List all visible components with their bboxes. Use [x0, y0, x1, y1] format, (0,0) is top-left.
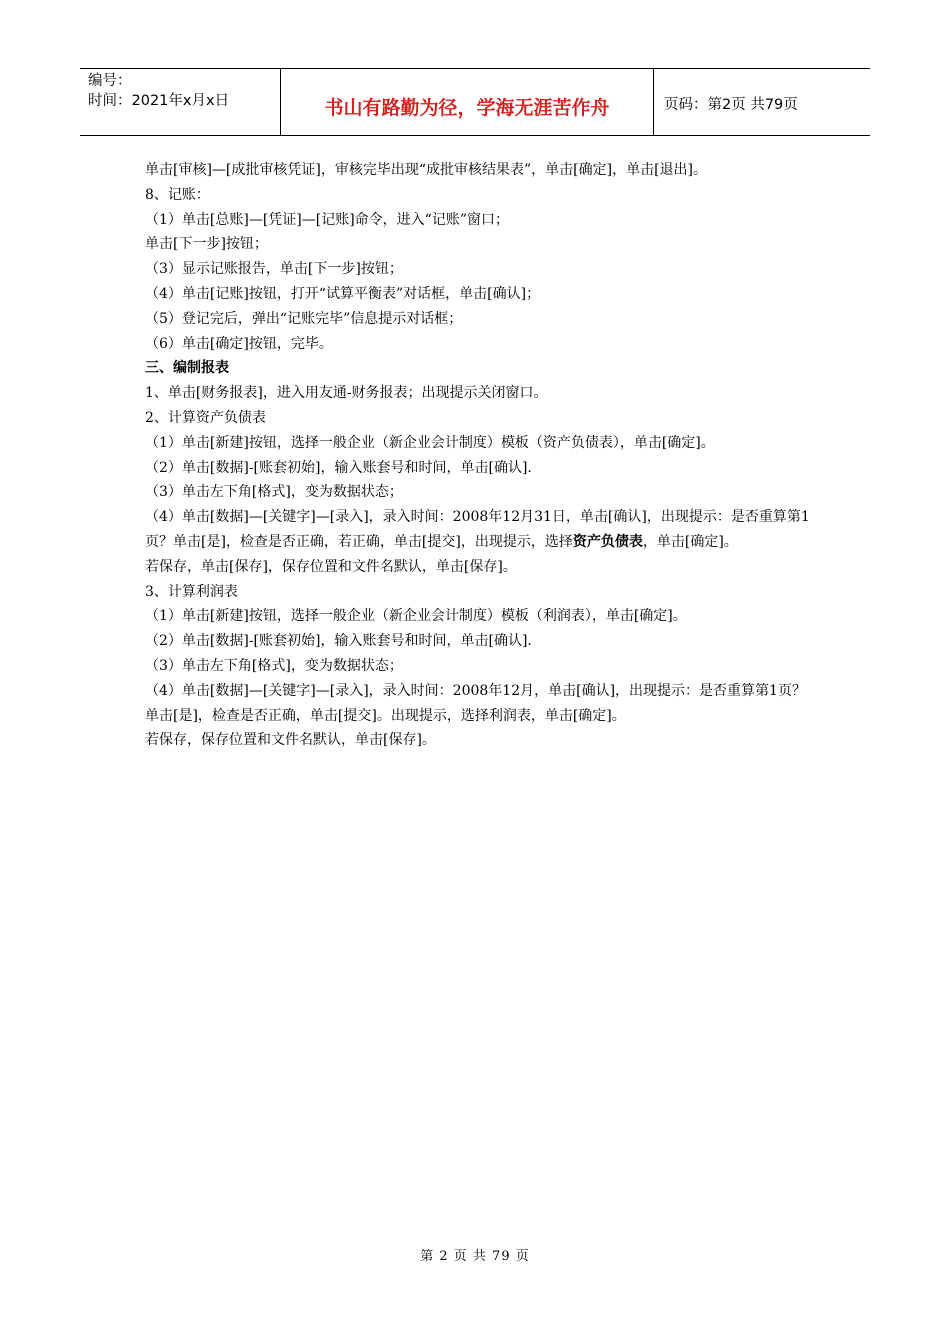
text-line: 3、计算利润表 [145, 583, 238, 600]
text-line: （3）单击左下角[格式]，变为数据状态； [145, 484, 403, 501]
text-line: （4）单击[记账]按钮，打开“试算平衡表”对话框，单击[确认]； [145, 285, 541, 302]
header-motto: 书山有路勤为径，学海无涯苦作舟 [281, 69, 654, 135]
document-body [145, 158, 810, 753]
text-line: （1）单击[新建]按钮，选择一般企业（新企业会计制度）模板（利润表），单击[确定]。 [145, 608, 687, 625]
document-number-label: 编号： [88, 73, 132, 89]
section-heading: 三、编制报表 [145, 360, 229, 377]
header-meta [80, 69, 281, 135]
text-line: 单击[审核]—[成批审核凭证]，审核完毕出现“成批审核结果表”，单击[确定]，单击[退出]。 [145, 162, 708, 178]
text-line: （1）单击[总账]—[凭证]—[记账]命令，进入“记账”窗口； [145, 211, 509, 228]
text-line: （3）单击左下角[格式]，变为数据状态； [145, 657, 403, 674]
text-run-bold: 资产负债表 [572, 533, 643, 550]
text-line: 若保存，单击[保存]，保存位置和文件名默认，单击[保存]。 [145, 558, 517, 575]
page-header [80, 68, 870, 136]
text-run: （4）单击[数据]—[关键字]—[录入]，录入时间：2008年12月31日，单击[确认]，出现提示：是否重算第1页？单击[是]，检查是否正确，若正确，单击[提交]，出现提示，选择 [145, 509, 810, 550]
text-paragraph [145, 505, 810, 555]
text-run: ，单击[确定]。 [642, 533, 738, 550]
text-line: 若保存，保存位置和文件名默认，单击[保存]。 [145, 732, 436, 749]
text-line: （6）单击[确定]按钮，完毕。 [145, 335, 333, 352]
page-footer: 第 2 页 共 79 页 [420, 1249, 530, 1264]
text-line: 单击[下一步]按钮； [145, 236, 268, 253]
text-line: 1、单击[财务报表]，进入用友通-财务报表；出现提示关闭窗口。 [145, 385, 548, 402]
text-line: （2）单击[数据]-[账套初始]，输入账套号和时间，单击[确认]. [145, 633, 532, 650]
text-line: （1）单击[新建]按钮，选择一般企业（新企业会计制度）模板（资产负债表），单击[确定]。 [145, 434, 715, 451]
text-line: （3）显示记账报告，单击[下一步]按钮； [145, 261, 403, 278]
text-line: 2、计算资产负债表 [145, 409, 266, 426]
text-paragraph: （4）单击[数据]—[关键字]—[录入]，录入时间：2008年12月，单击[确认]，出现提示：是否重算第1页？单击[是]，检查是否正确，单击[提交]。出现提示，选择利润表，单击[确定]。 [145, 682, 806, 724]
header-page-info: 页码：第2页 共79页 [664, 96, 798, 113]
text-line: 8、记账： [145, 186, 210, 203]
text-line: （2）单击[数据]-[账套初始]，输入账套号和时间，单击[确认]. [145, 459, 532, 476]
document-date: 时间：2021年x月x日 [88, 93, 230, 109]
text-line: （5）登记完后，弹出“记账完毕”信息提示对话框； [145, 310, 463, 327]
